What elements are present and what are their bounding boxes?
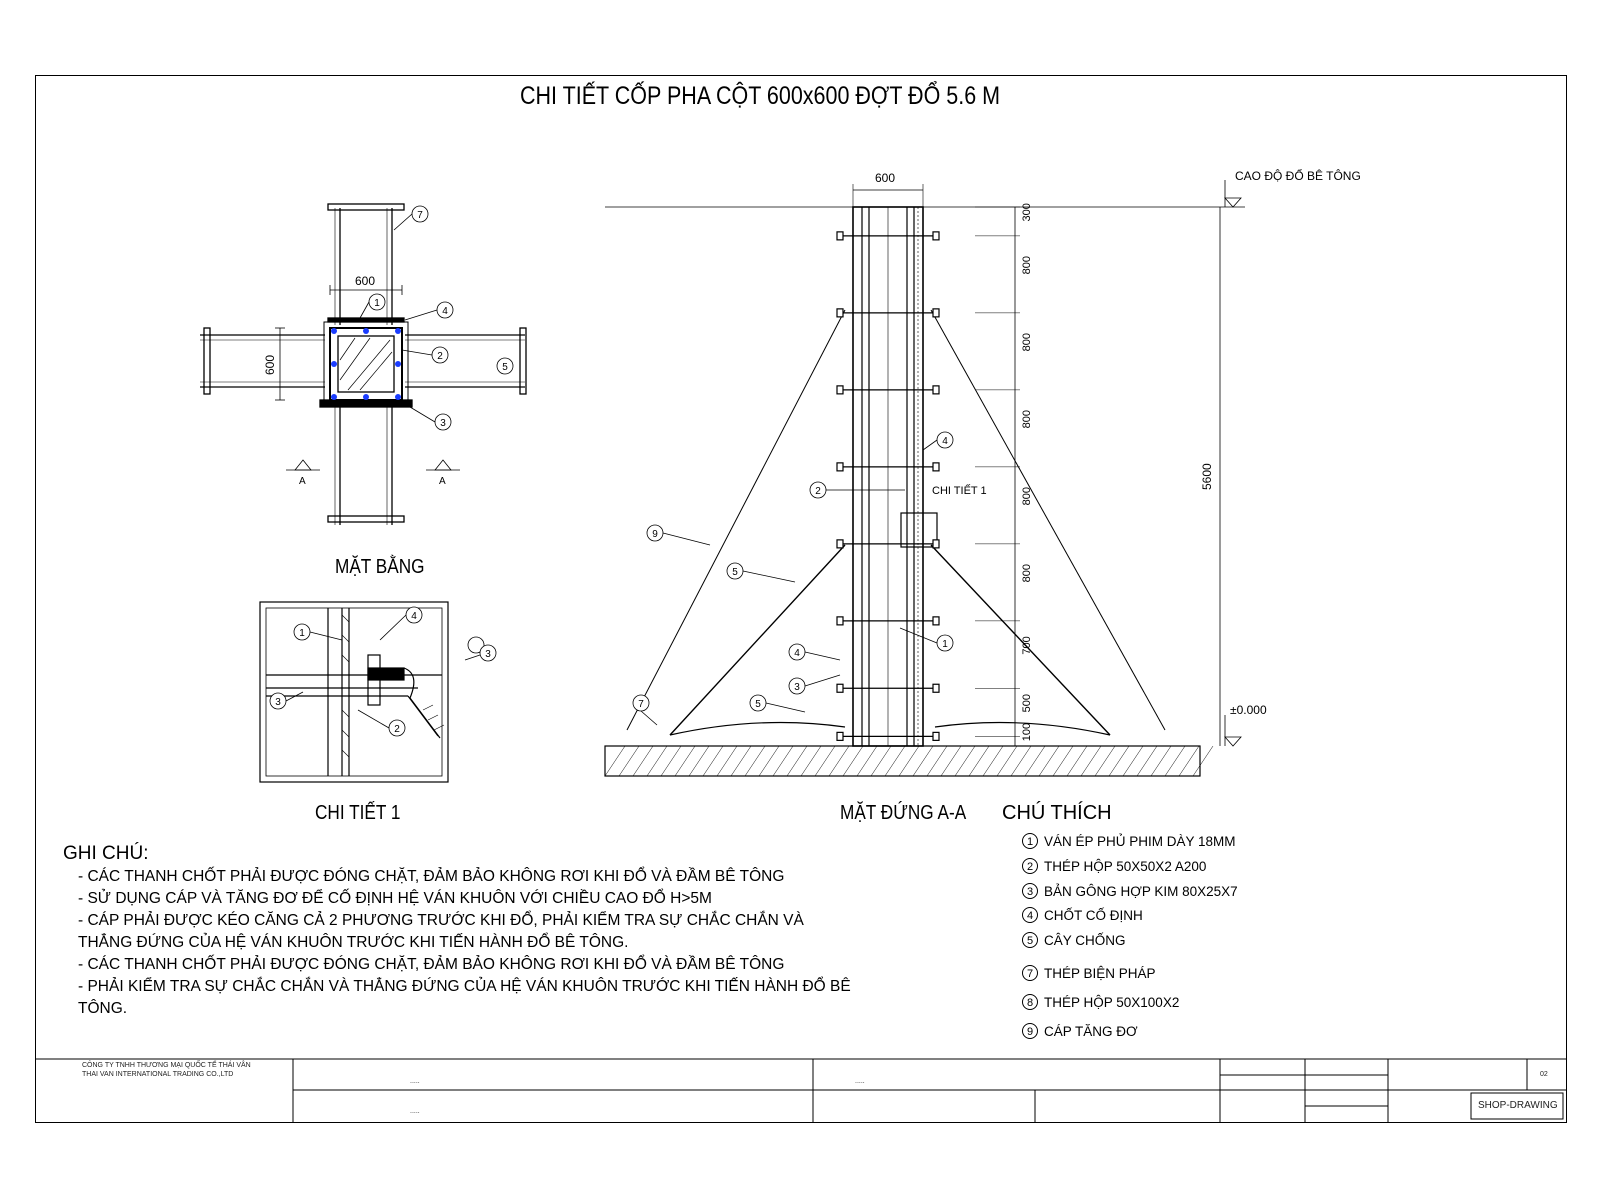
section-marker-right: A <box>439 476 446 487</box>
elev-spacing-label: 800 <box>1021 564 1033 583</box>
clamp-pin <box>837 540 843 548</box>
legend-item: 9 CÁP TĂNG ĐƠ <box>1022 1023 1138 1039</box>
elev-spacing-label: 100 <box>1021 722 1033 742</box>
clamp-pin <box>933 309 939 317</box>
clamp-pin <box>933 386 939 394</box>
legend-item: 2 THÉP HỘP 50X50X2 A200 <box>1022 858 1206 874</box>
clamp-pin <box>837 232 843 240</box>
plan-view-label: MẶT BẰNG <box>335 556 425 578</box>
clamp-pin <box>837 684 843 692</box>
elev-detail-ref: CHI TIẾT 1 <box>932 485 987 497</box>
elev-callout-1: 1 <box>942 639 948 650</box>
detail-callout-3-right-bubble <box>465 640 505 670</box>
elev-callout-5-upper: 5 <box>732 567 738 578</box>
note-line: - PHẢI KIỂM TRA SỰ CHẮC CHẮN VÀ THẲNG ĐỨNG CỦA HỆ VÁN KHUÔN TRƯỚC KHI TIẾN HÀNH ĐỔ BÊ <box>78 978 851 995</box>
detail-callout-3-right: 3 <box>485 649 491 660</box>
sheet-number: 02 <box>1540 1071 1548 1078</box>
legend-title: CHÚ THÍCH <box>1002 802 1112 824</box>
title-block <box>35 1058 1567 1123</box>
section-marker-left: A <box>299 476 306 487</box>
elev-spacing-label: 700 <box>1021 636 1033 655</box>
tb-placeholder: ..... <box>410 1108 420 1115</box>
drawing-type-label: SHOP-DRAWING <box>1478 1100 1558 1111</box>
elevation-view-label: MẶT ĐỨNG A-A <box>840 802 967 824</box>
elev-callout-4-lower: 4 <box>794 648 800 659</box>
clamp-pin <box>933 617 939 625</box>
note-line: - CÁP PHẢI ĐƯỢC KÉO CĂNG CẢ 2 PHƯƠNG TRƯỚC KHI ĐỔ, PHẢI KIỂM TRA SỰ CHẮC CHẮN VÀ <box>78 912 804 929</box>
detail-1-label: CHI TIẾT 1 <box>315 802 401 824</box>
elev-callout-2: 2 <box>815 486 821 497</box>
detail-callout-3-left: 3 <box>275 697 281 708</box>
elev-spacing-label: 300 <box>1021 203 1033 222</box>
legend-item: 8 THÉP HỘP 50X100X2 <box>1022 994 1179 1010</box>
elevation-view <box>605 169 1361 780</box>
elev-spacing-label: 800 <box>1021 256 1033 275</box>
plan-callout-5: 7 <box>417 210 423 221</box>
detail-callout-4: 4 <box>411 611 417 622</box>
note-line: - CÁC THANH CHỐT PHẢI ĐƯỢC ĐÓNG CHẶT, ĐẢM BẢO KHÔNG RƠI KHI ĐỔ VÀ ĐẦM BÊ TÔNG <box>78 868 785 885</box>
clamp-pin <box>933 232 939 240</box>
plan-callout-7: 5 <box>502 362 508 373</box>
base-level-label: ±0.000 <box>1230 703 1267 717</box>
elev-callout-5-lower: 5 <box>755 699 761 710</box>
note-line: - CÁC THANH CHỐT PHẢI ĐƯỢC ĐÓNG CHẶT, ĐẢM BẢO KHÔNG RƠI KHI ĐỔ VÀ ĐẦM BÊ TÔNG <box>78 956 785 973</box>
elev-callout-3: 3 <box>794 682 800 693</box>
plan-dim-height: 600 <box>263 354 277 375</box>
legend-item: 4 CHỐT CỐ ĐỊNH <box>1022 907 1143 923</box>
legend-item: 7 THÉP BIỆN PHÁP <box>1022 965 1156 981</box>
notes-title: GHI CHÚ: <box>63 843 149 864</box>
clamp-pin <box>933 732 939 740</box>
elev-spacing-label: 800 <box>1021 410 1033 429</box>
clamp-pin <box>933 684 939 692</box>
elev-spacing-label: 500 <box>1021 693 1033 713</box>
concrete-level-label: CAO ĐỘ ĐỔ BÊ TÔNG <box>1235 169 1361 183</box>
clamp-pin <box>933 463 939 471</box>
elev-total-height: 5600 <box>1200 463 1214 490</box>
legend-item: 5 CÂY CHỐNG <box>1022 932 1126 948</box>
plan-dim-width: 600 <box>355 274 376 288</box>
detail-callout-1: 1 <box>299 628 305 639</box>
plan-callout-2: 2 <box>437 351 443 362</box>
elev-spacing-label: 800 <box>1021 333 1033 352</box>
elev-spacing-label: 800 <box>1021 487 1033 506</box>
clamp-pin <box>837 386 843 394</box>
detail-1-view <box>258 600 458 785</box>
plan-callout-1: 1 <box>374 298 380 309</box>
elev-callout-4-upper: 4 <box>942 436 948 447</box>
drawing-title: CHI TIẾT CỐP PHA CỘT 600x600 ĐỢT ĐỔ 5.6 M <box>520 82 1001 110</box>
clamp-pin <box>933 540 939 548</box>
clamp-pin <box>837 309 843 317</box>
company-name-vn: CÔNG TY TNHH THƯƠNG MẠI QUỐC TẾ THÁI VÂN <box>82 1062 251 1069</box>
company-name-en: THAI VAN INTERNATIONAL TRADING CO.,LTD <box>82 1071 234 1078</box>
clamp-pin <box>837 463 843 471</box>
plan-view <box>180 190 560 540</box>
elev-dim-top: 600 <box>875 171 896 185</box>
clamp-pin <box>837 732 843 740</box>
note-line: TÔNG. <box>78 1000 128 1017</box>
clamp-pin <box>837 617 843 625</box>
plan-callout-3: 3 <box>440 418 446 429</box>
elev-callout-9: 9 <box>652 529 658 540</box>
plan-callout-4: 4 <box>442 306 448 317</box>
legend-item: 3 BẢN GÔNG HỢP KIM 80X25X7 <box>1022 883 1238 899</box>
tb-placeholder: ..... <box>410 1078 420 1085</box>
legend-item: 1 VÁN ÉP PHỦ PHIM DÀY 18MM <box>1022 833 1236 849</box>
note-line: THẲNG ĐỨNG CỦA HỆ VÁN KHUÔN TRƯỚC KHI TIẾN HÀNH ĐỔ BÊ TÔNG. <box>78 934 629 951</box>
elev-callout-7: 7 <box>638 699 644 710</box>
note-line: - SỬ DỤNG CÁP VÀ TĂNG ĐƠ ĐỂ CỐ ĐỊNH HỆ VÁN KHUÔN VỚI CHIỀU CAO ĐỔ H>5M <box>78 890 712 907</box>
detail-callout-2: 2 <box>394 724 400 735</box>
tb-placeholder: ..... <box>855 1078 865 1085</box>
